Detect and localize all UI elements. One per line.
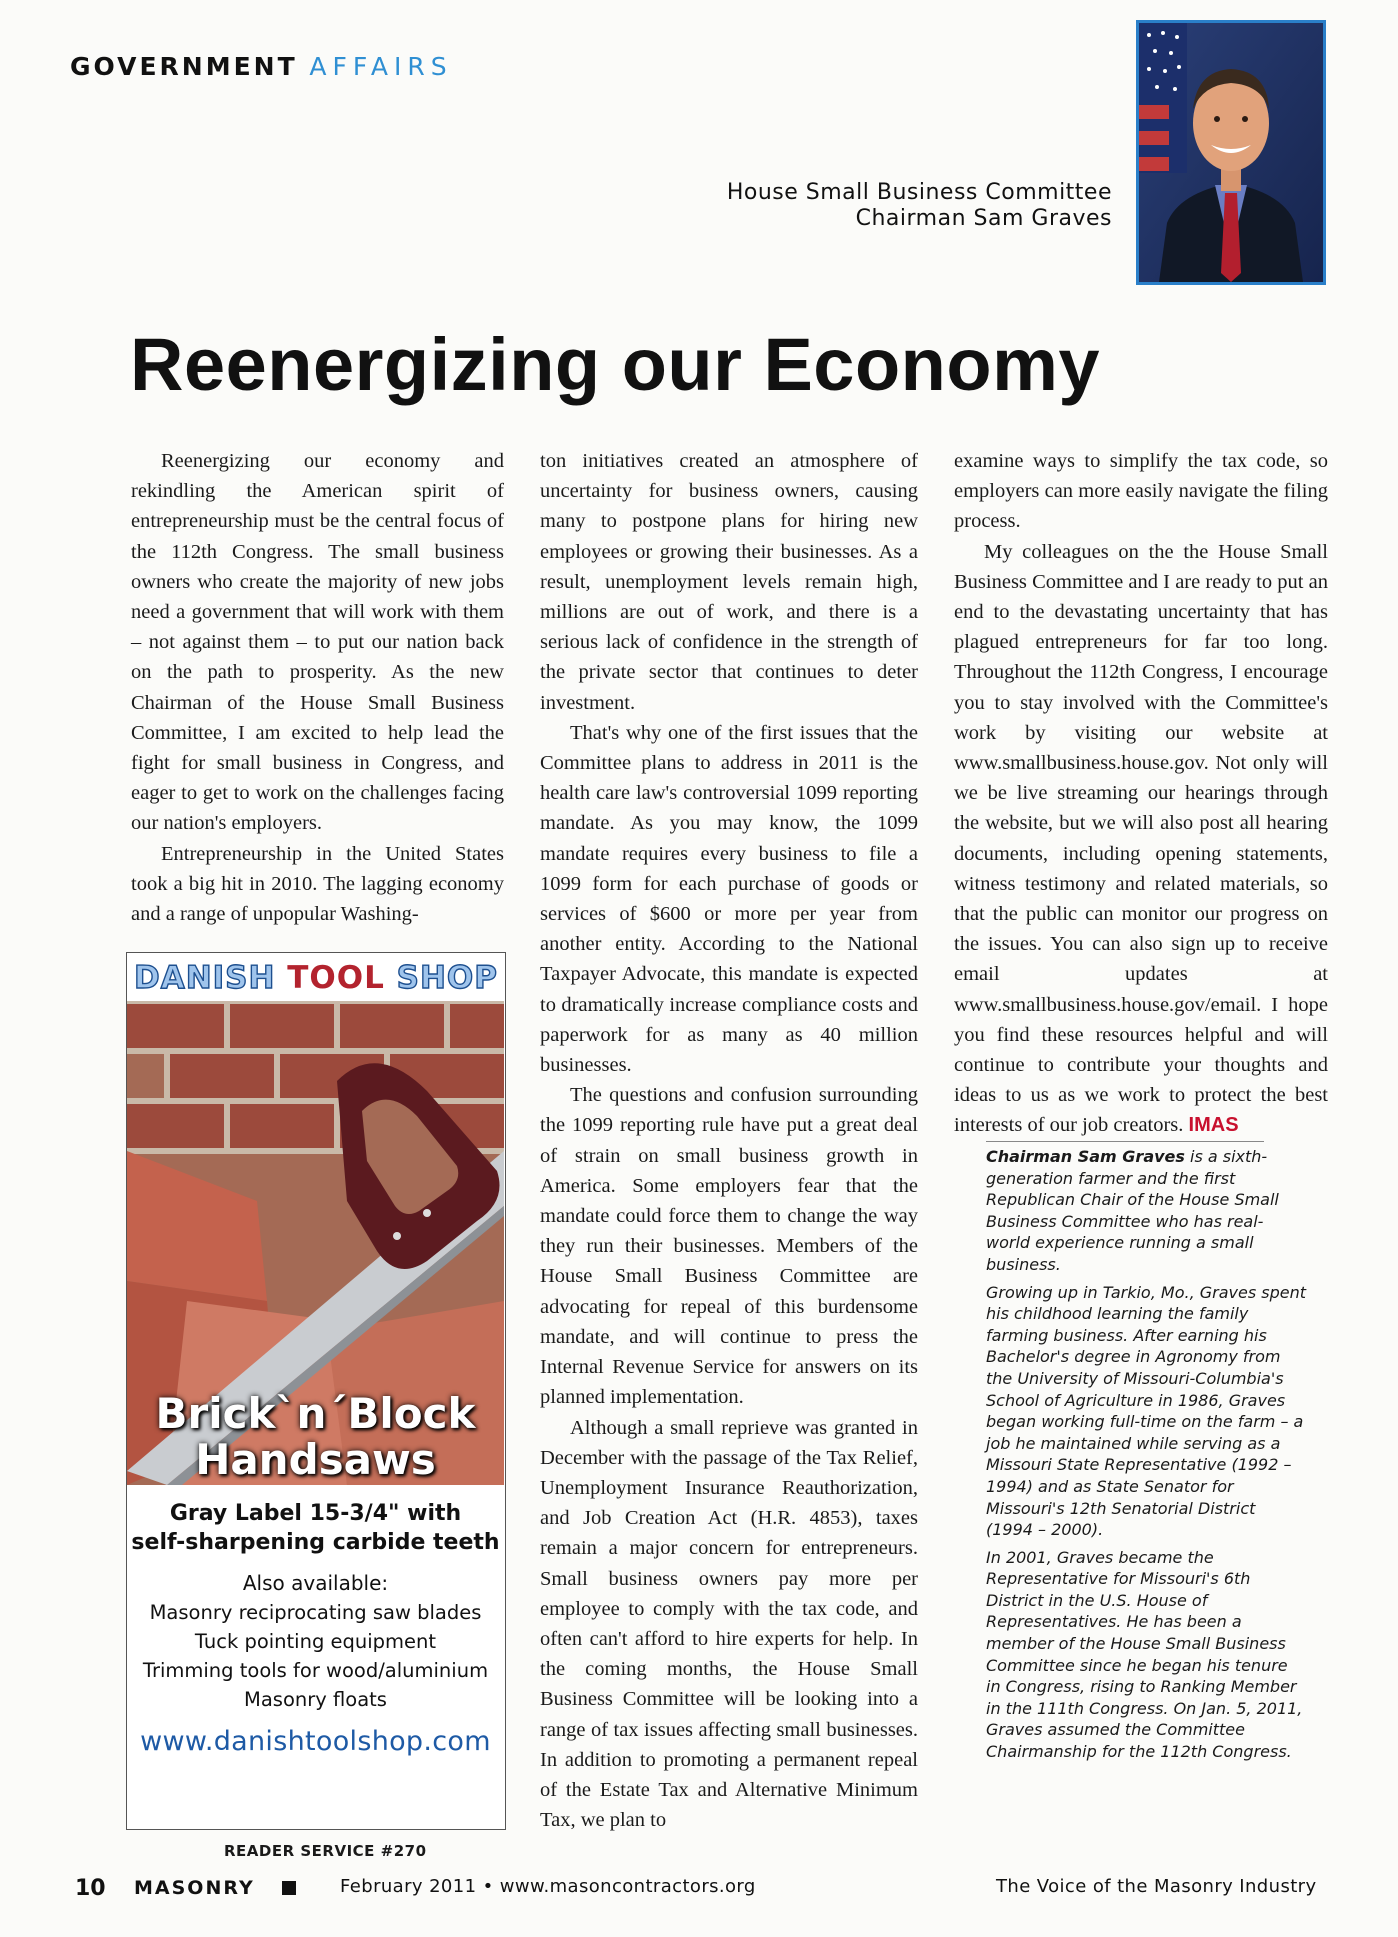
ad-product-item: Trimming tools for wood/aluminium — [142, 1659, 489, 1682]
ad-image-title: Brick`n´Block Handsaws — [155, 1389, 476, 1484]
ad-product-item: Tuck pointing equipment — [194, 1630, 437, 1653]
section-label: GOVERNMENT AFFAIRS — [70, 52, 453, 81]
author-portrait — [1136, 20, 1326, 285]
article-title: Reenergizing our Economy — [130, 323, 1101, 406]
article-column-1 — [131, 446, 504, 929]
portrait-image — [1139, 23, 1323, 282]
article-closing-text: My colleagues on the the House Small Business Committee and I are ready to put an end to the devastating uncertainty that has plagued entrepreneurs for far too long. Throughout the 112th Congress, I encourage you to stay involved with the Committee's work by visiting our website at www.smallbusiness.house.gov. Not only will we be live streaming our hearings through the website, but we will also post all hearing documents, including opening statements, witness testimony and related materials, so that the public can monitor our progress on the issues. You can also sign up to receive email updates at www.smallbusiness.house.gov/email. I hope you find these resources helpful and will continue to contribute your thoughts and ideas to us as we work to protect the best interests of our job creators. — [954, 540, 1328, 1137]
author-bio — [986, 1146, 1306, 1769]
imas-end-mark: IMAS — [1188, 1114, 1239, 1137]
ad-product-item: Masonry reciprocating saw blades — [149, 1601, 482, 1624]
byline — [727, 180, 1112, 232]
page-number: 10 — [75, 1876, 106, 1901]
byline-name: Chairman Sam Graves — [855, 206, 1112, 231]
ad-handsaw-image — [127, 1001, 504, 1485]
bio-paragraph: Growing up in Tarkio, Mo., Graves spent his childhood learning the family farming business. After earning his Bachelor's degree in Agronomy from the University of Missouri-Columbia's School of Agriculture in 1986, Graves began working full-time on the farm – a job he maintained while serving as a Missouri State Representative (1992 – 1994) and as State Senator for Missouri's 12th Senatorial District (1994 – 2000). — [986, 1282, 1306, 1540]
ad-brand: DANISH TOOL SHOP — [133, 960, 499, 996]
ad-copy — [127, 1493, 504, 1757]
article-paragraph: Entrepreneurship in the United States took a big hit in 2010. The lagging economy and a range of unpopular Washing- — [131, 842, 504, 926]
byline-committee: House Small Business Committee — [726, 180, 1112, 205]
article-paragraph: Reenergizing our economy and rekindling the American spirit of entrepreneurship must be the central focus of the 112th Congress. The small business owners who create the majority of new jobs need a government that will work with them – not against them – to put our nation back on the path to prosperity. As the new Chairman of the House Small Business Committee, I am excited to help lead the fight for small business in Congress, and eager to get to work on the challenges facing our nation's employers. — [131, 450, 504, 835]
bio-paragraph: Chairman Sam Graves is a sixth-generation farmer and the first Republican Chair of the House Small Business Committee who has real-world experience running a small business. — [986, 1147, 1279, 1274]
article-paragraph: The questions and confusion surrounding the 1099 reporting rule have put a great deal of strain on small business growth in America. Some employers fear that the mandate could force them to change the way they run their businesses. Members of the House Small Business Committee are advocating for repeal of this burdensome mandate, and will continue to press the Internal Revenue Service for answers on its planned implementation. — [540, 1084, 918, 1409]
bio-name: Chairman Sam Graves — [986, 1147, 1185, 1166]
bio-paragraph: In 2001, Graves became the Representative for Missouri's 6th District in the U.S. House of Representatives. He has been a member of the House Small Business Committee since he began his tenure in Congress, rising to Ranking Member in the 111th Congress. On Jan. 5, 2011, Graves assumed the Committee Chairmanship for the 112th Congress. — [986, 1547, 1303, 1762]
magazine-name: MASONRY — [134, 1877, 255, 1899]
article-paragraph: Although a small reprieve was granted in December with the passage of the Tax Relief, Unemployment Insurance Reauthorization, and Job Creation Act (H.R. 4853), taxes remain a major concern for entrepreneurs. Small business owners pay more per employee to comply with the tax code, and often can't afford to hire experts for help. In the coming months, the House Small Business Committee will be looking into a range of tax issues affecting small businesses. In addition to promoting a permanent repeal of the Estate Tax and Alternative Minimum Tax, we plan to — [540, 1416, 918, 1832]
article-column-2 — [540, 446, 918, 1835]
article-paragraph: examine ways to simplify the tax code, so employers can more easily navigate the filing process. — [954, 450, 1328, 533]
bio-divider — [986, 1141, 1264, 1142]
ad-product-item: Masonry floats — [244, 1688, 387, 1711]
issue-date-url: February 2011 • www.masoncontractors.org — [340, 1876, 756, 1897]
advertisement[interactable] — [126, 952, 506, 1830]
article-column-3 — [954, 446, 1328, 1141]
ad-also-available: Also available: — [242, 1571, 389, 1595]
magazine-tagline: The Voice of the Masonry Industry — [996, 1876, 1317, 1897]
article-paragraph: That's why one of the first issues that the Committee plans to address in 2011 is the health care law's controversial 1099 reporting mandate. As you may know, the 1099 mandate requires every business to file a 1099 form for each purchase of goods or services of $600 or more per year from another entity. According to the National Taxpayer Advocate, this mandate is expected to dramatically increase compliance costs and paperwork for as many as 40 million businesses. — [540, 721, 918, 1077]
footer-square-bullet — [282, 1881, 296, 1895]
reader-service-number: READER SERVICE #270 — [224, 1842, 427, 1860]
article-paragraph — [954, 537, 1328, 1141]
article-paragraph: ton initiatives created an atmosphere of uncertainty for business owners, causing many to postpone plans for hiring new employees or growing their businesses. As a result, unemployment levels remain high, millions are out of work, and there is a serious lack of confidence in the strength of the private sector that continues to deter investment. — [540, 450, 918, 714]
ad-headline: Gray Label 15-3/4" with self-sharpening carbide teeth — [131, 1501, 500, 1555]
ad-website-link[interactable]: www.danishtoolshop.com — [140, 1726, 491, 1757]
